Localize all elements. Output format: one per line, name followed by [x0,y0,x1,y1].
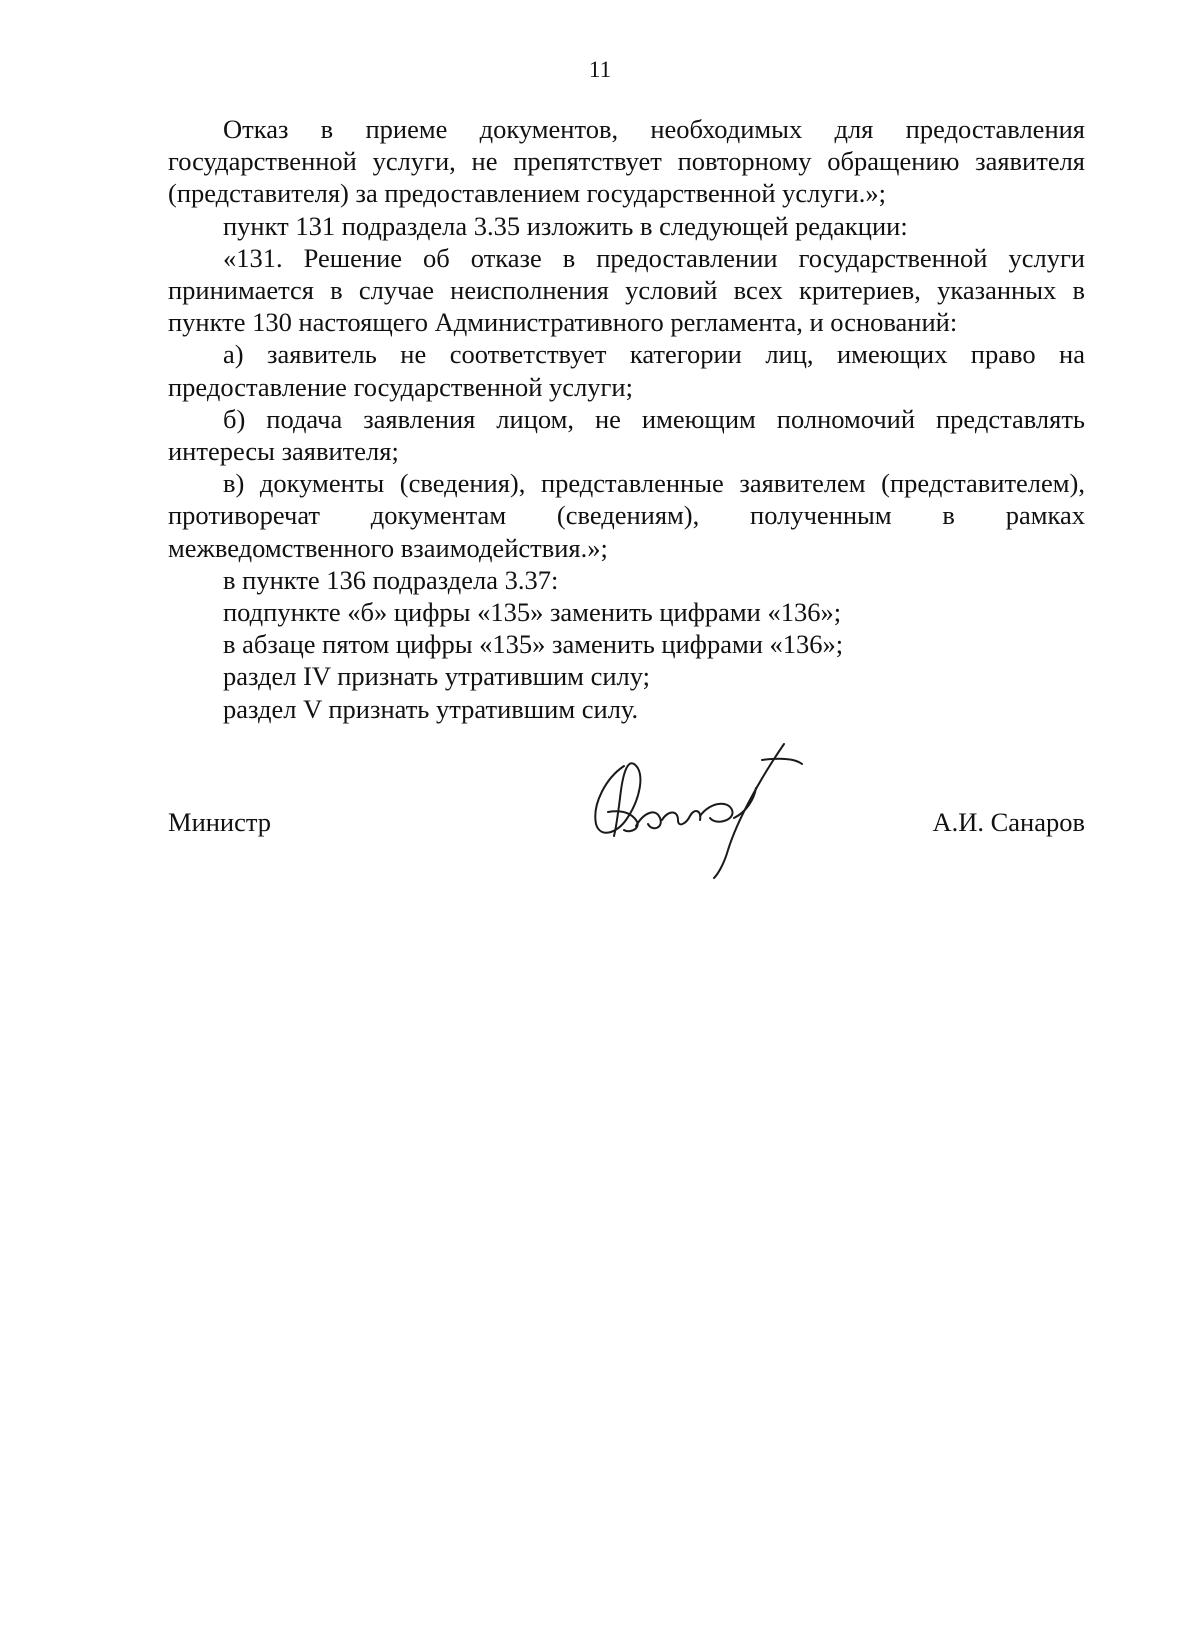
page-number: 11 [588,57,612,82]
paragraph-fifth-para-change: в абзаце пятом цифры «135» заменить цифрами «136»; [223,629,844,660]
paragraph-ground-c-line-2: противоречат документам (сведениям), полученным в рамках [168,500,1085,531]
paragraph-section-4-void: раздел IV признать утратившим силу; [223,661,651,692]
paragraph-section-5-void: раздел V признать утратившим силу. [223,693,639,724]
handwritten-signature [586,740,826,880]
paragraph-item-131-intro: пункт 131 подраздела 3.35 изложить в следующей редакции: [223,210,908,241]
signer-position: Министр [168,807,272,837]
paragraph-ground-c-line-1: в) документы (сведения), представленные заявителем (представителем), [223,468,1085,499]
paragraph-subitem-b-change: подпункте «б» цифры «135» заменить цифрами «136»; [223,597,842,628]
document-body [168,113,1085,725]
paragraph-ground-a: а) заявитель не соответствует категории лиц, имеющих право на предоставление государственной услуги; [168,339,1085,402]
paragraph-ground-b: б) подача заявления лицом, не имеющим полномочий представлять интересы заявителя; [168,403,1085,467]
paragraph-refusal-documents: Отказ в приеме документов, необходимых для предоставления государственной услуги, не препятствует повторному обращению заявителя (представителя) за предоставлением государственной услуги.»; [168,114,1085,209]
paragraph-ground-c-line-3: межведомственного взаимодействия.»; [168,532,608,563]
paragraph-item-136-intro: в пункте 136 подраздела 3.37: [223,564,559,595]
paragraph-item-131-text: «131. Решение об отказе в предоставлении государственной услуги принимается в случае неисполнения условий всех критериев, указанных в пункте 130 настоящего Административного регламента, и оснований: [168,242,1085,338]
signature-block [168,740,1085,880]
signer-name: А.И. Санаров [932,807,1085,837]
